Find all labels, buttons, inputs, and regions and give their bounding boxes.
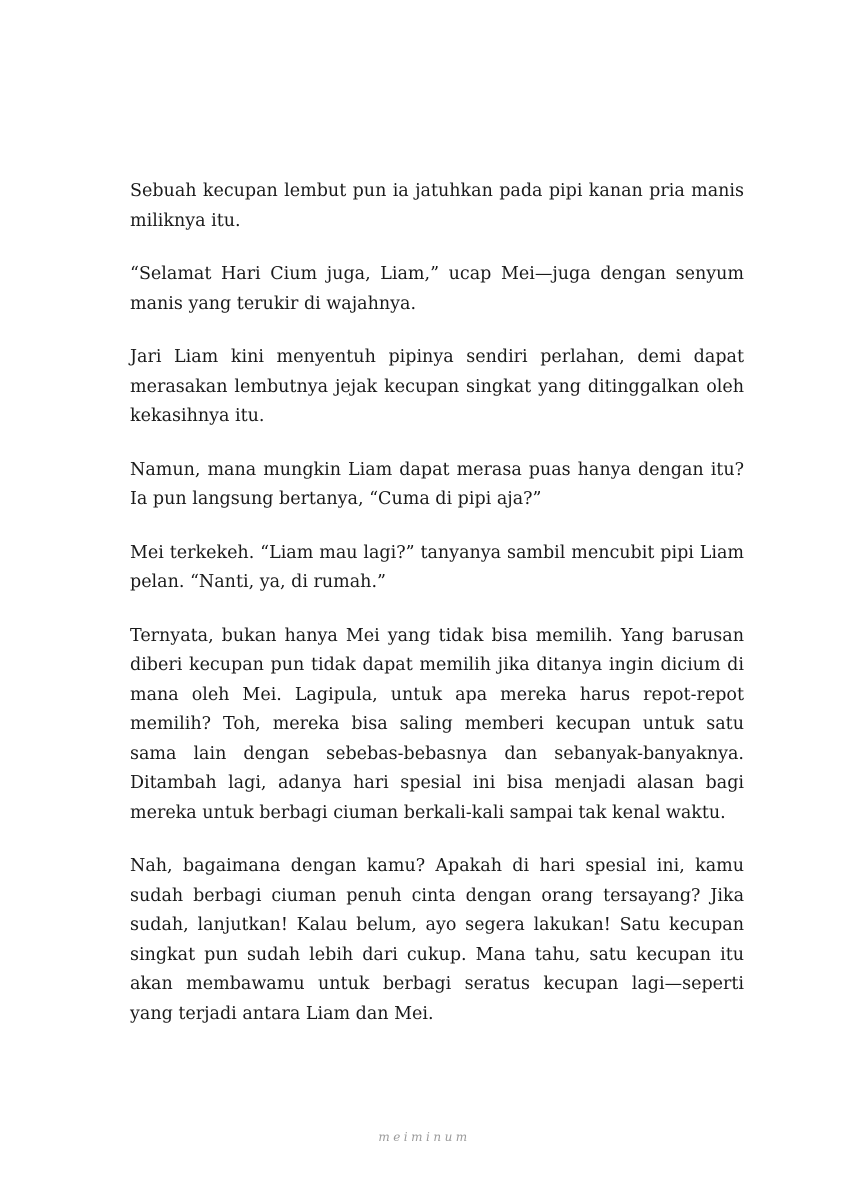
paragraph-5: Mei terkekeh. “Liam mau lagi?” tanyanya sambil mencubit pipi Liam pelan. “Nanti, ya, di rumah.” <box>130 542 744 592</box>
paragraph-7: Nah, bagaimana dengan kamu? Apakah di hari spesial ini, kamu sudah berbagi ciuman penuh cinta dengan orang tersayang? Jika sudah, lanjutkan! Kalau belum, ayo segera lakukan! Satu kecupan singkat pun sudah lebih dari cukup. Mana tahu, satu kecupan itu akan membawamu untuk berbagi seratus kecupan lagi—seperti yang terjadi antara Liam dan Mei. <box>130 856 744 1024</box>
paragraph-3: Jari Liam kini menyentuh pipinya sendiri perlahan, demi dapat merasakan lembutnya jejak kecupan singkat yang ditinggalkan oleh kekasihnya itu. <box>130 347 744 426</box>
paragraph-1: Sebuah kecupan lembut pun ia jatuhkan pada pipi kanan pria manis miliknya itu. <box>130 181 744 231</box>
paragraph-6: Ternyata, bukan hanya Mei yang tidak bisa memilih. Yang barusan diberi kecupan pun tidak dapat memilih jika ditanya ingin dicium di mana oleh Mei. Lagipula, untuk apa mereka harus repot-repot memilih? Toh, mereka bisa saling memberi kecupan untuk satu sama lain dengan sebebas-bebasnya dan sebanyak-banyaknya. Ditambah lagi, adanya hari spesial ini bisa menjadi alasan bagi mereka untuk berbagi ciuman berkali-kali sampai tak kenal waktu. <box>130 625 744 823</box>
story-body <box>130 177 744 1053</box>
author-signature: meiminum <box>378 1130 471 1144</box>
paragraph-4: Namun, mana mungkin Liam dapat merasa puas hanya dengan itu? Ia pun langsung bertanya, “Cuma di pipi aja?” <box>130 459 744 509</box>
paragraph-2: “Selamat Hari Cium juga, Liam,” ucap Mei—juga dengan senyum manis yang terukir di wajahnya. <box>130 264 744 314</box>
